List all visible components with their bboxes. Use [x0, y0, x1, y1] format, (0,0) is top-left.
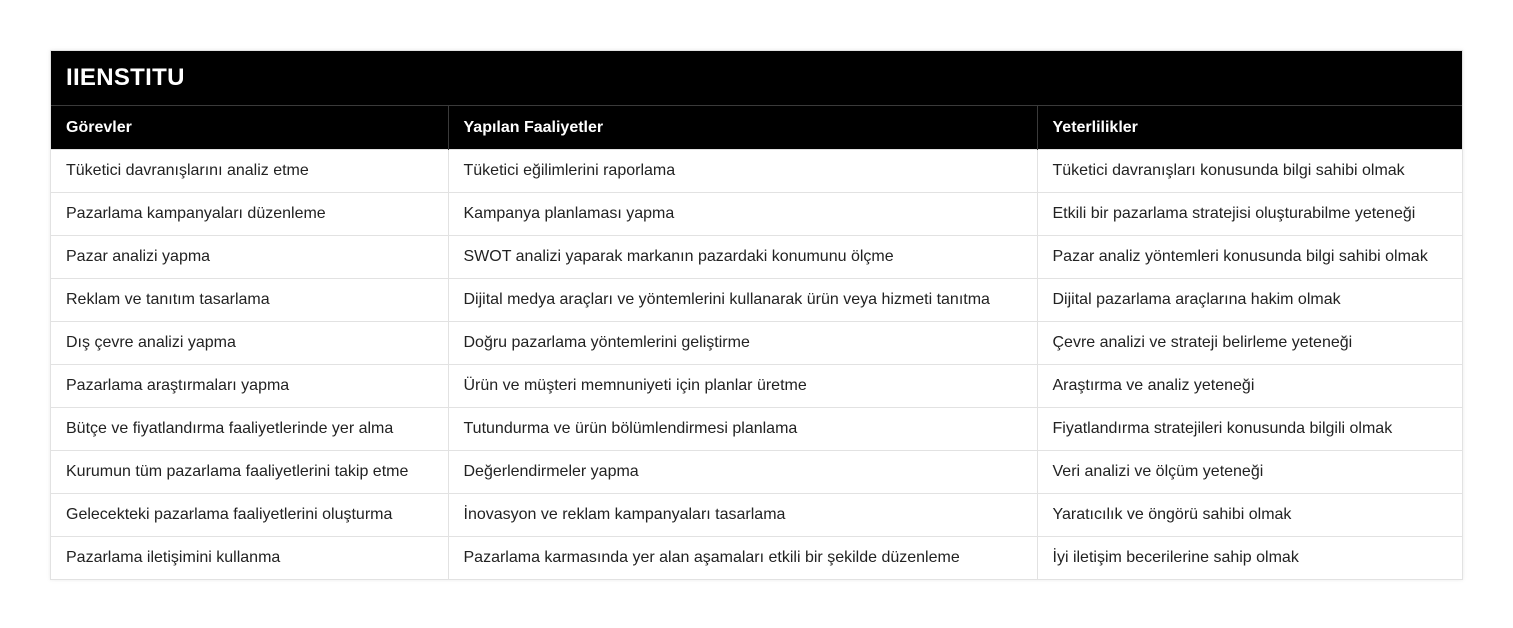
table-row	[51, 322, 1462, 365]
cell-yeterlilik: Araştırma ve analiz yeteneği	[1037, 365, 1462, 408]
table-row	[51, 537, 1462, 580]
table-row	[51, 236, 1462, 279]
column-header-faaliyetler: Yapılan Faaliyetler	[448, 106, 1037, 150]
cell-faaliyet: Doğru pazarlama yöntemlerini geliştirme	[448, 322, 1037, 365]
table-row	[51, 150, 1462, 193]
cell-faaliyet: SWOT analizi yaparak markanın pazardaki konumunu ölçme	[448, 236, 1037, 279]
cell-gorev: Pazarlama araştırmaları yapma	[51, 365, 448, 408]
table-row	[51, 365, 1462, 408]
table-row	[51, 451, 1462, 494]
cell-yeterlilik: Fiyatlandırma stratejileri konusunda bilgili olmak	[1037, 408, 1462, 451]
cell-gorev: Pazarlama iletişimini kullanma	[51, 537, 448, 580]
cell-faaliyet: İnovasyon ve reklam kampanyaları tasarlama	[448, 494, 1037, 537]
table-header-row	[51, 106, 1462, 150]
cell-gorev: Tüketici davranışlarını analiz etme	[51, 150, 448, 193]
table-row	[51, 494, 1462, 537]
cell-yeterlilik: Tüketici davranışları konusunda bilgi sahibi olmak	[1037, 150, 1462, 193]
cell-faaliyet: Kampanya planlaması yapma	[448, 193, 1037, 236]
cell-faaliyet: Tüketici eğilimlerini raporlama	[448, 150, 1037, 193]
table-row	[51, 193, 1462, 236]
cell-yeterlilik: Pazar analiz yöntemleri konusunda bilgi sahibi olmak	[1037, 236, 1462, 279]
cell-gorev: Reklam ve tanıtım tasarlama	[51, 279, 448, 322]
cell-faaliyet: Ürün ve müşteri memnuniyeti için planlar üretme	[448, 365, 1037, 408]
column-header-gorevler: Görevler	[51, 106, 448, 150]
cell-gorev: Gelecekteki pazarlama faaliyetlerini oluşturma	[51, 494, 448, 537]
cell-yeterlilik: Yaratıcılık ve öngörü sahibi olmak	[1037, 494, 1462, 537]
cell-yeterlilik: İyi iletişim becerilerine sahip olmak	[1037, 537, 1462, 580]
competency-table	[51, 105, 1462, 579]
column-header-yeterlilikler: Yeterlilikler	[1037, 106, 1462, 150]
cell-yeterlilik: Dijital pazarlama araçlarına hakim olmak	[1037, 279, 1462, 322]
cell-gorev: Pazarlama kampanyaları düzenleme	[51, 193, 448, 236]
brand-title: IIENSTITU	[51, 51, 1462, 105]
cell-yeterlilik: Çevre analizi ve strateji belirleme yeteneği	[1037, 322, 1462, 365]
table-row	[51, 408, 1462, 451]
cell-gorev: Bütçe ve fiyatlandırma faaliyetlerinde yer alma	[51, 408, 448, 451]
cell-yeterlilik: Etkili bir pazarlama stratejisi oluşturabilme yeteneği	[1037, 193, 1462, 236]
cell-faaliyet: Dijital medya araçları ve yöntemlerini kullanarak ürün veya hizmeti tanıtma	[448, 279, 1037, 322]
cell-faaliyet: Tutundurma ve ürün bölümlendirmesi planlama	[448, 408, 1037, 451]
cell-gorev: Pazar analizi yapma	[51, 236, 448, 279]
table-row	[51, 279, 1462, 322]
cell-gorev: Dış çevre analizi yapma	[51, 322, 448, 365]
cell-faaliyet: Değerlendirmeler yapma	[448, 451, 1037, 494]
cell-yeterlilik: Veri analizi ve ölçüm yeteneği	[1037, 451, 1462, 494]
competency-table-card	[50, 50, 1463, 580]
cell-faaliyet: Pazarlama karmasında yer alan aşamaları etkili bir şekilde düzenleme	[448, 537, 1037, 580]
cell-gorev: Kurumun tüm pazarlama faaliyetlerini takip etme	[51, 451, 448, 494]
